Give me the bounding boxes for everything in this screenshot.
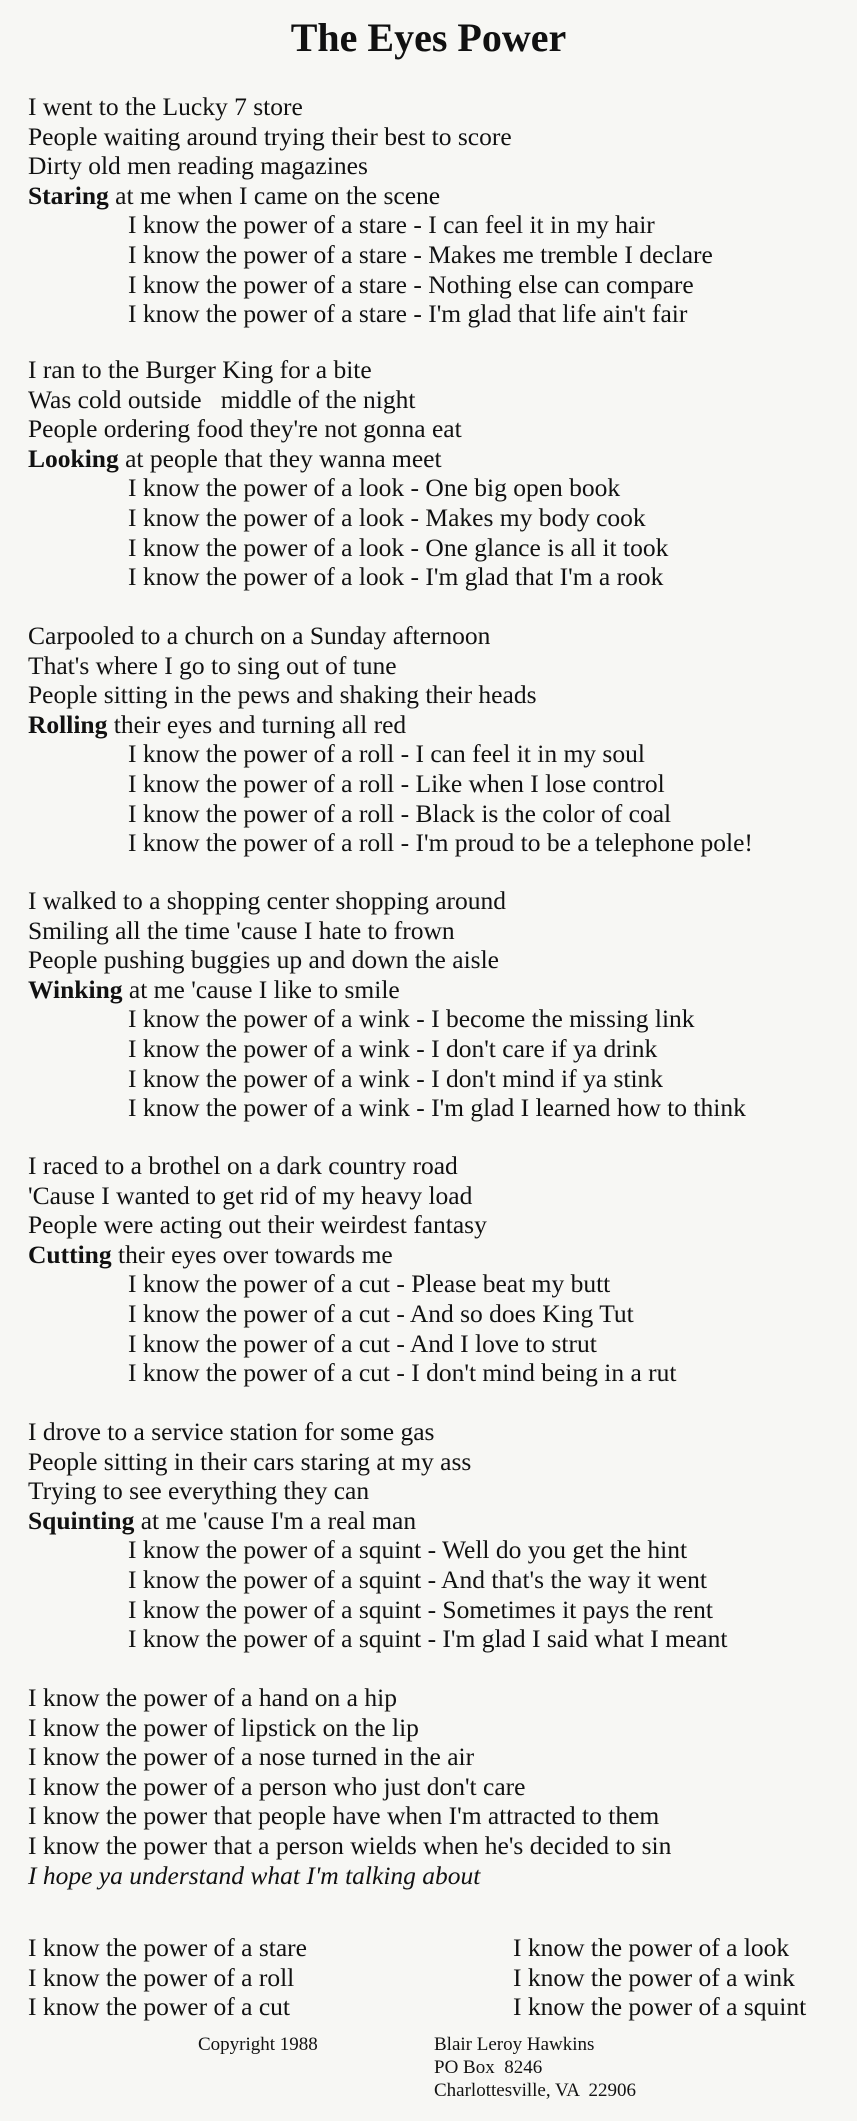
- verse-line: People ordering food they're not gonna eat: [28, 414, 462, 444]
- refrain-line: I know the power of a look - Makes my body cook: [128, 502, 646, 532]
- refrain-line: I know the power of a roll - I'm proud to be a telephone pole!: [128, 828, 753, 858]
- refrain-line: I know the power of a wink - I become the missing link: [128, 1004, 695, 1034]
- lead-rest: their eyes and turning all red: [107, 709, 407, 739]
- verse-line: People sitting in their cars staring at my ass: [28, 1446, 472, 1476]
- verse-line: People sitting in the pews and shaking their heads: [28, 680, 537, 710]
- stanza-5: [28, 1151, 848, 1388]
- lead-line: [28, 975, 848, 1005]
- verse-line: I ran to the Burger King for a bite: [28, 355, 372, 384]
- lead-rest: at me 'cause I'm a real man: [134, 1505, 417, 1535]
- verse-line: People pushing buggies up and down the aisle: [28, 945, 499, 975]
- summary-block: [28, 1933, 848, 2025]
- lead-line: [28, 444, 848, 474]
- closing-italic-line: I hope ya understand what I'm talking about: [28, 1860, 481, 1890]
- closing-line: I know the power of a hand on a hip: [28, 1683, 397, 1712]
- lead-rest: at me 'cause I like to smile: [122, 974, 400, 1004]
- closing-line: I know the power that people have when I'm attracted to them: [28, 1801, 660, 1831]
- verse-line: I walked to a shopping center shopping around: [28, 886, 507, 915]
- verse-line: Smiling all the time 'cause I hate to frown: [28, 915, 455, 945]
- refrain-line: I know the power of a roll - I can feel it in my soul: [128, 739, 645, 769]
- refrain-line: I know the power of a squint - Well do you get the hint: [128, 1535, 688, 1565]
- lead-word: Winking: [28, 974, 123, 1004]
- verse-line: Was cold outside middle of the night: [28, 384, 416, 414]
- verse-line: People were acting out their weirdest fantasy: [28, 1210, 487, 1240]
- refrain-line: I know the power of a look - One big open book: [128, 473, 621, 503]
- author-address: [434, 2033, 636, 2102]
- refrain-line: I know the power of a stare - Nothing else can compare: [128, 269, 694, 299]
- summary-line: I know the power of a roll: [28, 1962, 295, 1992]
- verse-line: Carpooled to a church on a Sunday afternoon: [28, 621, 491, 650]
- refrain-line: I know the power of a cut - And so does King Tut: [128, 1298, 634, 1328]
- refrain-line: I know the power of a wink - I don't care if ya drink: [128, 1033, 658, 1063]
- closing-line: I know the power of a nose turned in the air: [28, 1742, 475, 1772]
- refrain-line: I know the power of a wink - I don't mind if ya stink: [128, 1063, 664, 1093]
- refrain-line: I know the power of a squint - I'm glad I said what I meant: [128, 1624, 728, 1654]
- lead-word: Cutting: [28, 1239, 112, 1269]
- lead-word: Looking: [28, 443, 119, 473]
- closing-line: I know the power of a person who just don't care: [28, 1771, 526, 1801]
- closing-line: I know the power of lipstick on the lip: [28, 1712, 419, 1742]
- lead-line: [28, 1506, 848, 1536]
- lead-line: [28, 710, 848, 740]
- stanza-6: [28, 1417, 848, 1654]
- stanza-3: [28, 621, 848, 858]
- stanza-2: [28, 355, 848, 592]
- refrain-line: I know the power of a look - One glance is all it took: [128, 532, 669, 562]
- lead-word: Rolling: [28, 709, 108, 739]
- refrain-line: I know the power of a squint - And that's the way it went: [128, 1564, 707, 1594]
- refrain-line: I know the power of a roll - Like when I lose control: [128, 768, 665, 798]
- lead-rest: their eyes over towards me: [111, 1239, 393, 1269]
- refrain-line: I know the power of a cut - I don't mind being in a rut: [128, 1358, 677, 1388]
- lead-rest: at me when I came on the scene: [108, 180, 441, 210]
- refrain-line: I know the power of a squint - Sometimes it pays the rent: [128, 1594, 713, 1624]
- summary-line: I know the power of a look: [513, 1933, 790, 1962]
- summary-line: I know the power of a wink: [513, 1962, 795, 1992]
- refrain-line: I know the power of a stare - I'm glad that life ain't fair: [128, 299, 688, 329]
- summary-line: I know the power of a stare: [28, 1933, 307, 1962]
- address-line: PO Box 8246: [434, 2057, 543, 2078]
- verse-line: I drove to a service station for some gas: [28, 1417, 435, 1446]
- refrain-line: I know the power of a cut - And I love to strut: [128, 1328, 597, 1358]
- author-name: Blair Leroy Hawkins: [434, 2034, 595, 2055]
- lead-word: Squinting: [28, 1505, 135, 1535]
- page-title: The Eyes Power: [290, 15, 567, 60]
- summary-right-column: [513, 1933, 806, 2022]
- stanza-4: [28, 886, 848, 1123]
- verse-line: That's where I go to sing out of tune: [28, 650, 397, 680]
- refrain-line: I know the power of a stare - I can feel it in my hair: [128, 210, 655, 240]
- verse-line: I went to the Lucky 7 store: [28, 92, 303, 121]
- stanza-1: [28, 92, 848, 329]
- refrain-line: I know the power of a roll - Black is the color of coal: [128, 798, 672, 828]
- summary-left-column: [28, 1933, 307, 2022]
- verse-line: Dirty old men reading magazines: [28, 151, 368, 181]
- verse-line: I raced to a brothel on a dark country road: [28, 1151, 458, 1180]
- summary-line: I know the power of a cut: [28, 1992, 290, 2022]
- refrain-line: I know the power of a cut - Please beat my butt: [128, 1269, 611, 1299]
- address-line: Charlottesville, VA 22906: [434, 2080, 636, 2101]
- verse-line: Trying to see everything they can: [28, 1476, 370, 1506]
- verse-line: People waiting around trying their best to score: [28, 121, 512, 151]
- lead-word: Staring: [28, 180, 109, 210]
- closing-line: I know the power that a person wields when he's decided to sin: [28, 1830, 672, 1860]
- closing-stanza: [28, 1683, 848, 1890]
- lead-line: [28, 181, 848, 211]
- verse-line: 'Cause I wanted to get rid of my heavy load: [28, 1180, 473, 1210]
- refrain-line: I know the power of a look - I'm glad that I'm a rook: [128, 562, 664, 592]
- refrain-line: I know the power of a wink - I'm glad I learned how to think: [128, 1093, 746, 1123]
- refrain-line: I know the power of a stare - Makes me tremble I declare: [128, 239, 713, 269]
- lead-rest: at people that they wanna meet: [118, 443, 442, 473]
- copyright-notice: Copyright 1988: [198, 2034, 318, 2055]
- summary-line: I know the power of a squint: [513, 1992, 807, 2022]
- lead-line: [28, 1240, 848, 1270]
